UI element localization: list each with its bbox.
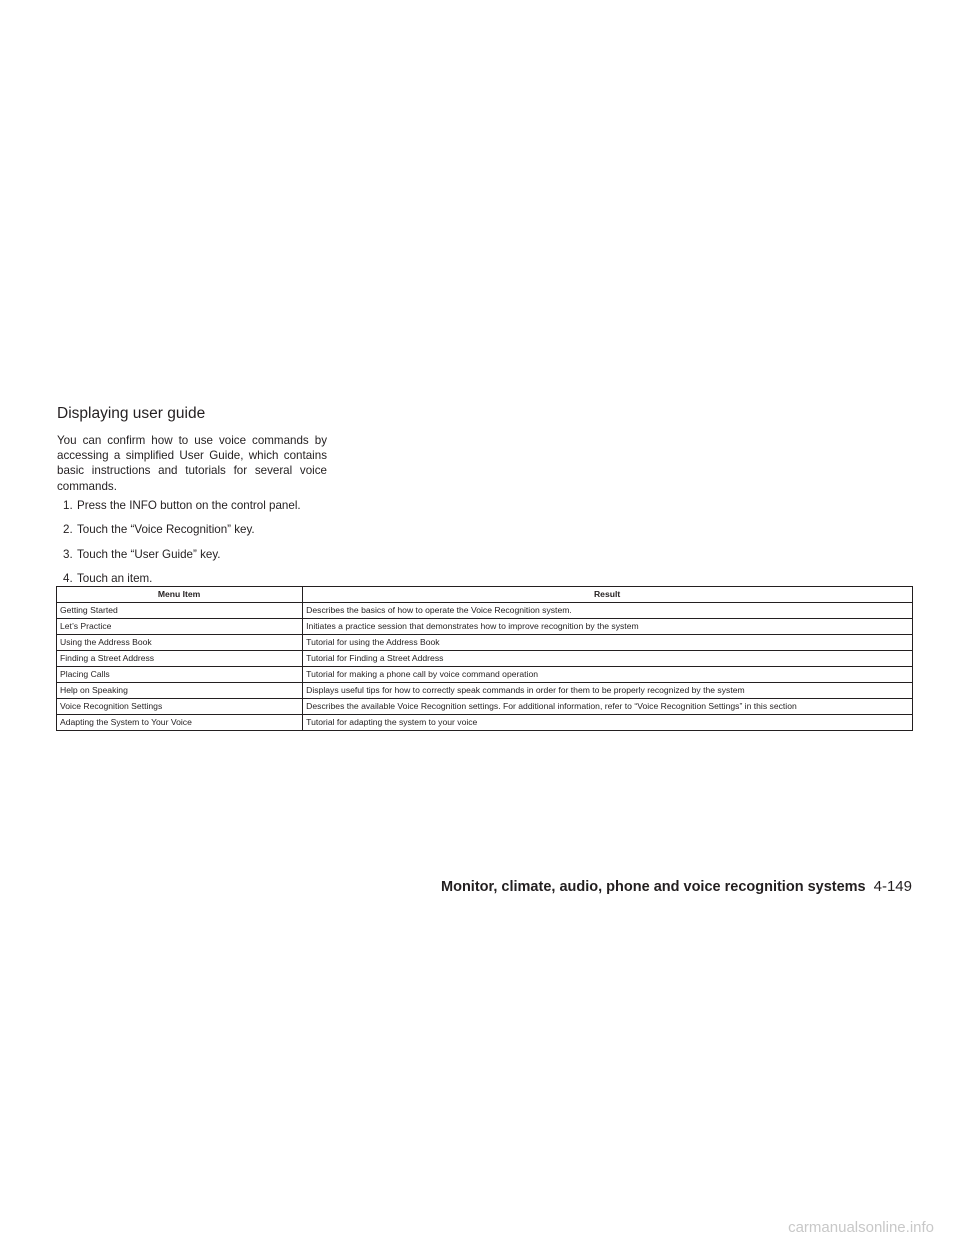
header-result: Result bbox=[303, 587, 913, 603]
step-number: 2. bbox=[63, 523, 73, 537]
page-footer bbox=[441, 877, 912, 897]
cell-result: Displays useful tips for how to correctly speak commands in order for them to be properly recognized by the system bbox=[303, 683, 913, 699]
step-number: 4. bbox=[63, 572, 73, 586]
cell-result: Describes the basics of how to operate the Voice Recognition system. bbox=[303, 603, 913, 619]
cell-menu-item: Voice Recognition Settings bbox=[57, 699, 303, 715]
watermark: carmanualsonline.info bbox=[788, 1219, 934, 1236]
header-menu-item: Menu Item bbox=[57, 587, 303, 603]
step-item bbox=[57, 571, 327, 586]
cell-result: Initiates a practice session that demonstrates how to improve recognition by the system bbox=[303, 619, 913, 635]
step-text: Press the INFO button on the control panel. bbox=[77, 498, 301, 512]
table-row bbox=[57, 619, 913, 635]
table-row bbox=[57, 683, 913, 699]
user-guide-section bbox=[57, 404, 327, 596]
cell-result: Describes the available Voice Recognition settings. For additional information, refer to “Voice Recognition Settings” in this section bbox=[303, 699, 913, 715]
intro-paragraph: You can confirm how to use voice commands by accessing a simplified User Guide, which contains basic instructions and tutorials for several voice commands. bbox=[57, 434, 327, 493]
table-row bbox=[57, 635, 913, 651]
cell-menu-item: Finding a Street Address bbox=[57, 651, 303, 667]
menu-result-table bbox=[56, 586, 913, 731]
step-text: Touch an item. bbox=[77, 572, 153, 586]
cell-menu-item: Adapting the System to Your Voice bbox=[57, 715, 303, 731]
cell-menu-item: Help on Speaking bbox=[57, 683, 303, 699]
table-row bbox=[57, 667, 913, 683]
step-text: Touch the “User Guide” key. bbox=[77, 547, 221, 561]
page-number: 4-149 bbox=[873, 878, 912, 895]
cell-menu-item: Let’s Practice bbox=[57, 619, 303, 635]
cell-result: Tutorial for adapting the system to your voice bbox=[303, 715, 913, 731]
section-title: Displaying user guide bbox=[57, 405, 206, 422]
table-row bbox=[57, 603, 913, 619]
step-number: 1. bbox=[63, 498, 73, 512]
step-text: Touch the “Voice Recognition” key. bbox=[77, 523, 255, 537]
cell-menu-item: Placing Calls bbox=[57, 667, 303, 683]
cell-menu-item: Getting Started bbox=[57, 603, 303, 619]
step-item bbox=[57, 547, 327, 562]
step-number: 3. bbox=[63, 547, 73, 561]
step-item bbox=[57, 498, 327, 513]
chapter-title: Monitor, climate, audio, phone and voice recognition systems bbox=[441, 879, 866, 895]
step-item bbox=[57, 522, 327, 537]
steps-list bbox=[57, 498, 327, 587]
cell-result: Tutorial for using the Address Book bbox=[303, 635, 913, 651]
cell-result: Tutorial for Finding a Street Address bbox=[303, 651, 913, 667]
cell-result: Tutorial for making a phone call by voice command operation bbox=[303, 667, 913, 683]
table-row bbox=[57, 651, 913, 667]
table-row bbox=[57, 699, 913, 715]
table-row bbox=[57, 715, 913, 731]
table-header-row bbox=[57, 587, 913, 603]
cell-menu-item: Using the Address Book bbox=[57, 635, 303, 651]
